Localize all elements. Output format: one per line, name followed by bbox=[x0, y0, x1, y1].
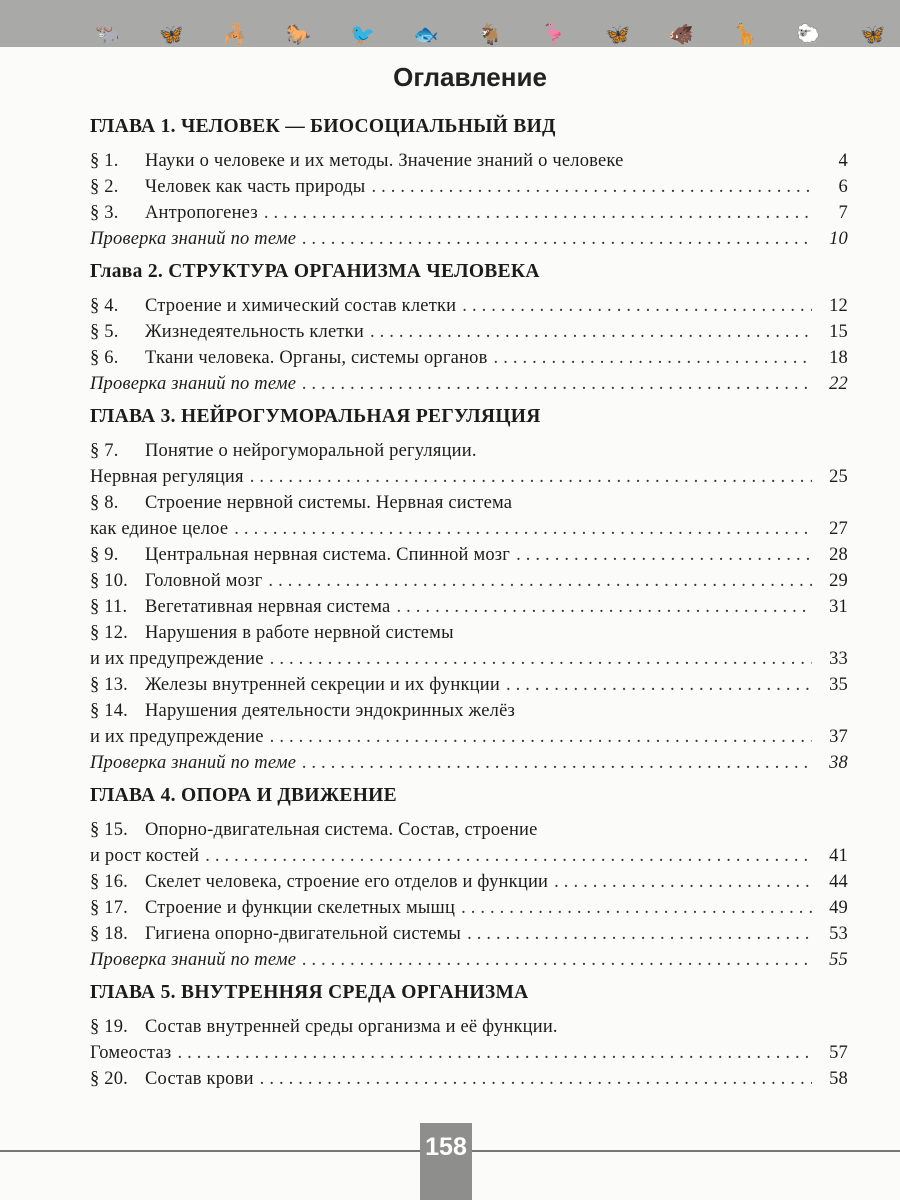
animal-silhouettes bbox=[95, 22, 885, 46]
dot-leader bbox=[234, 516, 812, 542]
toc-entry bbox=[90, 817, 848, 869]
entry-title: Нарушения деятельности эндокринных желёз bbox=[145, 701, 515, 721]
page-ref: 29 bbox=[829, 571, 848, 591]
page-ref: 58 bbox=[829, 1069, 848, 1089]
toc-line bbox=[90, 293, 848, 319]
dot-leader bbox=[264, 200, 812, 226]
entry-title: Нервная регуляция bbox=[90, 467, 244, 487]
dot-leader bbox=[506, 672, 812, 698]
toc-line bbox=[90, 542, 848, 568]
toc-line bbox=[90, 1014, 848, 1040]
entry-title: Состав крови bbox=[145, 1069, 254, 1089]
animal-silhouette-icon: 🦋 bbox=[158, 22, 184, 46]
entry-title: Строение и функции скелетных мышц bbox=[145, 898, 456, 918]
animal-silhouette-icon: 🦒 bbox=[732, 22, 758, 46]
page-ref: 33 bbox=[829, 649, 848, 669]
knowledge-check-entry bbox=[90, 226, 848, 252]
dot-leader bbox=[302, 226, 812, 252]
page-number: 158 bbox=[425, 1133, 467, 1161]
toc-line bbox=[90, 698, 848, 724]
page-ref: 44 bbox=[829, 872, 848, 892]
toc-entry bbox=[90, 1066, 848, 1092]
entry-title: Проверка знаний по теме bbox=[90, 229, 297, 249]
dot-leader bbox=[516, 542, 812, 568]
toc-line bbox=[90, 620, 848, 646]
animal-silhouette-icon: 🦋 bbox=[860, 22, 885, 46]
page-ref: 53 bbox=[829, 924, 848, 944]
toc-line bbox=[90, 672, 848, 698]
chapter-heading: ГЛАВА 3. НЕЙРОГУМОРАЛЬНАЯ РЕГУЛЯЦИЯ bbox=[90, 406, 541, 427]
page-ref: 6 bbox=[838, 177, 848, 197]
toc-line bbox=[90, 895, 848, 921]
page-ref: 49 bbox=[829, 898, 848, 918]
dot-leader bbox=[260, 1066, 812, 1092]
toc-line bbox=[90, 438, 848, 464]
toc-line bbox=[90, 921, 848, 947]
page-title: Оглавление bbox=[393, 62, 547, 92]
section-number: § 8. bbox=[90, 493, 119, 513]
animal-silhouette-icon: 🦂 bbox=[222, 22, 248, 46]
entry-title: Строение и химический состав клетки bbox=[145, 296, 457, 316]
toc-line bbox=[90, 490, 848, 516]
toc-entry bbox=[90, 869, 848, 895]
toc-entry bbox=[90, 200, 848, 226]
animal-silhouette-icon: 🐟 bbox=[413, 22, 439, 46]
section-number: § 1. bbox=[90, 151, 119, 171]
toc-entry bbox=[90, 620, 848, 672]
toc-line bbox=[90, 947, 848, 973]
entry-title: и их предупреждение bbox=[90, 727, 264, 747]
dot-leader bbox=[270, 724, 812, 750]
page-ref: 4 bbox=[838, 151, 848, 171]
dot-leader bbox=[396, 594, 812, 620]
toc-entry bbox=[90, 174, 848, 200]
toc-line bbox=[90, 148, 848, 174]
entry-title: Человек как часть природы bbox=[145, 177, 366, 197]
toc-entry bbox=[90, 672, 848, 698]
entry-title: как единое целое bbox=[90, 519, 229, 539]
toc-line bbox=[90, 646, 848, 672]
entry-title: Проверка знаний по теме bbox=[90, 374, 297, 394]
section-number: § 3. bbox=[90, 203, 119, 223]
page-ref: 57 bbox=[829, 1043, 848, 1063]
chapter-heading: ГЛАВА 1. ЧЕЛОВЕК — БИОСОЦИАЛЬНЫЙ ВИД bbox=[90, 116, 556, 137]
dot-leader bbox=[462, 293, 812, 319]
chapter-heading: Глава 2. СТРУКТУРА ОРГАНИЗМА ЧЕЛОВЕКА bbox=[90, 261, 540, 282]
animal-silhouette-icon: 🐐 bbox=[477, 22, 503, 46]
page-number-box bbox=[420, 1123, 472, 1200]
section-number: § 4. bbox=[90, 296, 119, 316]
section-number: § 10. bbox=[90, 571, 128, 591]
entry-title: Скелет человека, строение его отделов и функции bbox=[145, 872, 549, 892]
dot-leader bbox=[302, 371, 812, 397]
toc-line bbox=[90, 1040, 848, 1066]
section-number: § 6. bbox=[90, 348, 119, 368]
dot-leader bbox=[554, 869, 812, 895]
page-ref: 12 bbox=[829, 296, 848, 316]
entry-title: Ткани человека. Органы, системы органов bbox=[145, 348, 488, 368]
page-ref: 15 bbox=[829, 322, 848, 342]
page-ref: 55 bbox=[829, 950, 848, 970]
section-number: § 15. bbox=[90, 820, 128, 840]
entry-title: Гомеостаз bbox=[90, 1043, 172, 1063]
section-number: § 17. bbox=[90, 898, 128, 918]
entry-title: Жизнедеятельность клетки bbox=[145, 322, 364, 342]
dot-leader bbox=[371, 174, 812, 200]
toc-entry bbox=[90, 345, 848, 371]
dot-leader bbox=[494, 345, 812, 371]
section-number: § 13. bbox=[90, 675, 128, 695]
toc-entry bbox=[90, 148, 848, 174]
knowledge-check-entry bbox=[90, 750, 848, 776]
dot-leader bbox=[250, 464, 812, 490]
toc-entry bbox=[90, 542, 848, 568]
dot-leader bbox=[467, 921, 812, 947]
animal-silhouette-icon: 🦋 bbox=[605, 22, 630, 46]
toc-entry bbox=[90, 921, 848, 947]
entry-title: и их предупреждение bbox=[90, 649, 264, 669]
toc-entry bbox=[90, 1014, 848, 1066]
dot-leader bbox=[270, 646, 812, 672]
page-ref: 41 bbox=[829, 846, 848, 866]
toc-line bbox=[90, 464, 848, 490]
toc-line bbox=[90, 371, 848, 397]
toc-line bbox=[90, 869, 848, 895]
animal-silhouette-icon: 🦩 bbox=[541, 22, 567, 46]
section-number: § 5. bbox=[90, 322, 119, 342]
toc-line bbox=[90, 594, 848, 620]
section-number: § 16. bbox=[90, 872, 128, 892]
toc-line bbox=[90, 724, 848, 750]
entry-title: Головной мозг bbox=[145, 571, 263, 591]
entry-title: Нарушения в работе нервной системы bbox=[145, 623, 454, 643]
page-ref: 7 bbox=[838, 203, 848, 223]
toc-line bbox=[90, 1066, 848, 1092]
toc-entry bbox=[90, 594, 848, 620]
entry-title: Проверка знаний по теме bbox=[90, 753, 297, 773]
dot-leader bbox=[370, 319, 812, 345]
knowledge-check-entry bbox=[90, 371, 848, 397]
animal-silhouette-icon: 🐃 bbox=[95, 22, 120, 46]
toc-line bbox=[90, 174, 848, 200]
toc-line bbox=[90, 817, 848, 843]
entry-title: Гигиена опорно-двигательной системы bbox=[145, 924, 462, 944]
toc-entry bbox=[90, 293, 848, 319]
dot-leader bbox=[177, 1040, 812, 1066]
decorative-banner bbox=[0, 0, 900, 47]
page-ref: 18 bbox=[829, 348, 848, 368]
page-ref: 37 bbox=[829, 727, 848, 747]
page-ref: 38 bbox=[829, 753, 848, 773]
section-number: § 2. bbox=[90, 177, 119, 197]
section-number: § 12. bbox=[90, 623, 128, 643]
section-number: § 14. bbox=[90, 701, 128, 721]
section-number: § 11. bbox=[90, 597, 128, 617]
section-number: § 20. bbox=[90, 1069, 128, 1089]
page-ref: 22 bbox=[829, 374, 848, 394]
page-ref: 31 bbox=[829, 597, 848, 617]
entry-title: Антропогенез bbox=[145, 203, 258, 223]
section-number: § 9. bbox=[90, 545, 119, 565]
entry-title: Понятие о нейрогуморальной регуляции. bbox=[145, 441, 477, 461]
section-number: § 7. bbox=[90, 441, 119, 461]
toc-line bbox=[90, 200, 848, 226]
entry-title: Строение нервной системы. Нервная система bbox=[145, 493, 513, 513]
entry-title: Проверка знаний по теме bbox=[90, 950, 297, 970]
toc-line bbox=[90, 843, 848, 869]
toc-line bbox=[90, 568, 848, 594]
toc-entry bbox=[90, 490, 848, 542]
dot-leader bbox=[205, 843, 812, 869]
page-ref: 27 bbox=[829, 519, 848, 539]
entry-title: Железы внутренней секреции и их функции bbox=[145, 675, 500, 695]
entry-title: Состав внутренней среды организма и её функции. bbox=[145, 1017, 558, 1037]
entry-title: Вегетативная нервная система bbox=[145, 597, 391, 617]
toc-line bbox=[90, 319, 848, 345]
toc-entry bbox=[90, 895, 848, 921]
entry-title: и рост костей bbox=[90, 846, 200, 866]
toc-entry bbox=[90, 568, 848, 594]
animal-silhouette-icon: 🐎 bbox=[286, 22, 312, 46]
section-number: § 18. bbox=[90, 924, 128, 944]
entry-title: Науки о человеке и их методы. Значение знаний о человеке bbox=[145, 151, 624, 171]
page-ref: 28 bbox=[829, 545, 848, 565]
dot-leader bbox=[302, 947, 812, 973]
animal-silhouette-icon: 🐗 bbox=[668, 22, 694, 46]
toc-line bbox=[90, 226, 848, 252]
knowledge-check-entry bbox=[90, 947, 848, 973]
page-ref: 10 bbox=[829, 229, 848, 249]
table-of-contents bbox=[90, 114, 848, 1092]
page-ref: 25 bbox=[829, 467, 848, 487]
page-ref: 35 bbox=[829, 675, 848, 695]
toc-entry bbox=[90, 319, 848, 345]
chapter-heading: ГЛАВА 5. ВНУТРЕННЯЯ СРЕДА ОРГАНИЗМА bbox=[90, 982, 529, 1003]
dot-leader bbox=[302, 750, 812, 776]
toc-entry bbox=[90, 438, 848, 490]
dot-leader bbox=[461, 895, 812, 921]
toc-line bbox=[90, 516, 848, 542]
dot-leader bbox=[268, 568, 812, 594]
animal-silhouette-icon: 🐦 bbox=[350, 22, 375, 46]
toc-entry bbox=[90, 698, 848, 750]
entry-title: Центральная нервная система. Спинной мозг bbox=[145, 545, 511, 565]
toc-line bbox=[90, 750, 848, 776]
chapter-heading: ГЛАВА 4. ОПОРА И ДВИЖЕНИЕ bbox=[90, 785, 397, 806]
section-number: § 19. bbox=[90, 1017, 128, 1037]
animal-silhouette-icon: 🐑 bbox=[796, 22, 822, 46]
entry-title: Опорно-двигательная система. Состав, строение bbox=[145, 820, 538, 840]
toc-line bbox=[90, 345, 848, 371]
